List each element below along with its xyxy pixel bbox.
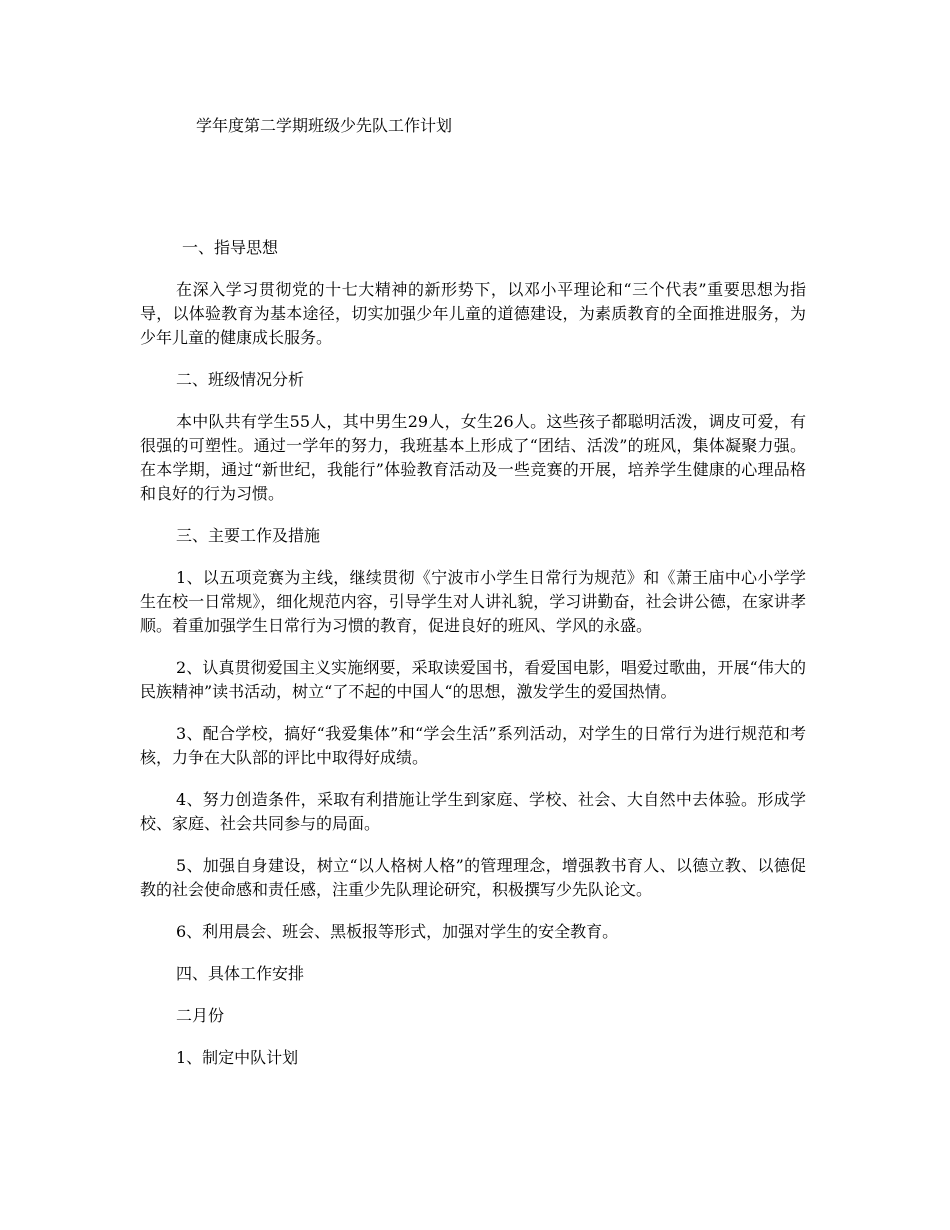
schedule-month-february: 二月份 [176, 1006, 225, 1025]
list-item-measure-2: 2、认真贯彻爱国主义实施纲要，采取读爱国书，看爱国电影，唱爱过歌曲，开展“伟大的民族精神”读书活动，树立“了不起的中国人“的思想，激发学生的爱国热情。 [140, 658, 806, 701]
paragraph-class-analysis: 本中队共有学生55人，其中男生29人，女生26人。这些孩子都聪明活泼，调皮可爱，有很强的可塑性。通过一学年的努力，我班基本上形成了“团结、活泼”的班风，集体凝聚力强。在本学期，通过“新世纪，我能行”体验教育活动及一些竞赛的开展，培养学生健康的心理品格和良好的行为习惯。 [140, 412, 806, 503]
section-heading-guiding-ideology: 一、指导思想 [182, 238, 279, 257]
document-title: 学年度第二学期班级少先队工作计划 [196, 116, 453, 135]
list-item-measure-3: 3、配合学校，搞好“我爱集体”和“学会生活”系列活动，对学生的日常行为进行规范和考核，力争在大队部的评比中取得好成绩。 [140, 724, 806, 767]
section-heading-class-analysis: 二、班级情况分析 [176, 370, 305, 389]
list-item-measure-4: 4、努力创造条件，采取有利措施让学生到家庭、学校、社会、大自然中去体验。形成学校、家庭、社会共同参与的局面。 [140, 790, 806, 833]
paragraph-guiding-ideology: 在深入学习贯彻党的十七大精神的新形势下，以邓小平理论和“三个代表”重要思想为指导，以体验教育为基本途径，切实加强少年儿童的道德建设，为素质教育的全面推进服务，为少年儿童的健康成长服务。 [140, 280, 806, 347]
schedule-item-1: 1、制定中队计划 [176, 1048, 299, 1067]
section-heading-schedule: 四、具体工作安排 [176, 964, 305, 983]
section-heading-main-work: 三、主要工作及措施 [176, 526, 321, 545]
list-item-measure-5: 5、加强自身建设，树立“以人格树人格”的管理理念，增强教书育人、以德立教、以德促教的社会使命感和责任感，注重少先队理论研究，积极撰写少先队论文。 [140, 856, 806, 899]
list-item-measure-6: 6、利用晨会、班会、黑板报等形式，加强对学生的安全教育。 [176, 922, 619, 941]
document-body [140, 236, 806, 1070]
list-item-measure-1: 1、以五项竞赛为主线，继续贯彻《宁波市小学生日常行为规范》和《萧王庙中心小学学生在校一日常规》，细化规范内容，引导学生对人讲礼貌，学习讲勤奋，社会讲公德，在家讲孝顺。着重加强学生日常行为习惯的教育，促进良好的班风、学风的永盛。 [140, 568, 806, 635]
